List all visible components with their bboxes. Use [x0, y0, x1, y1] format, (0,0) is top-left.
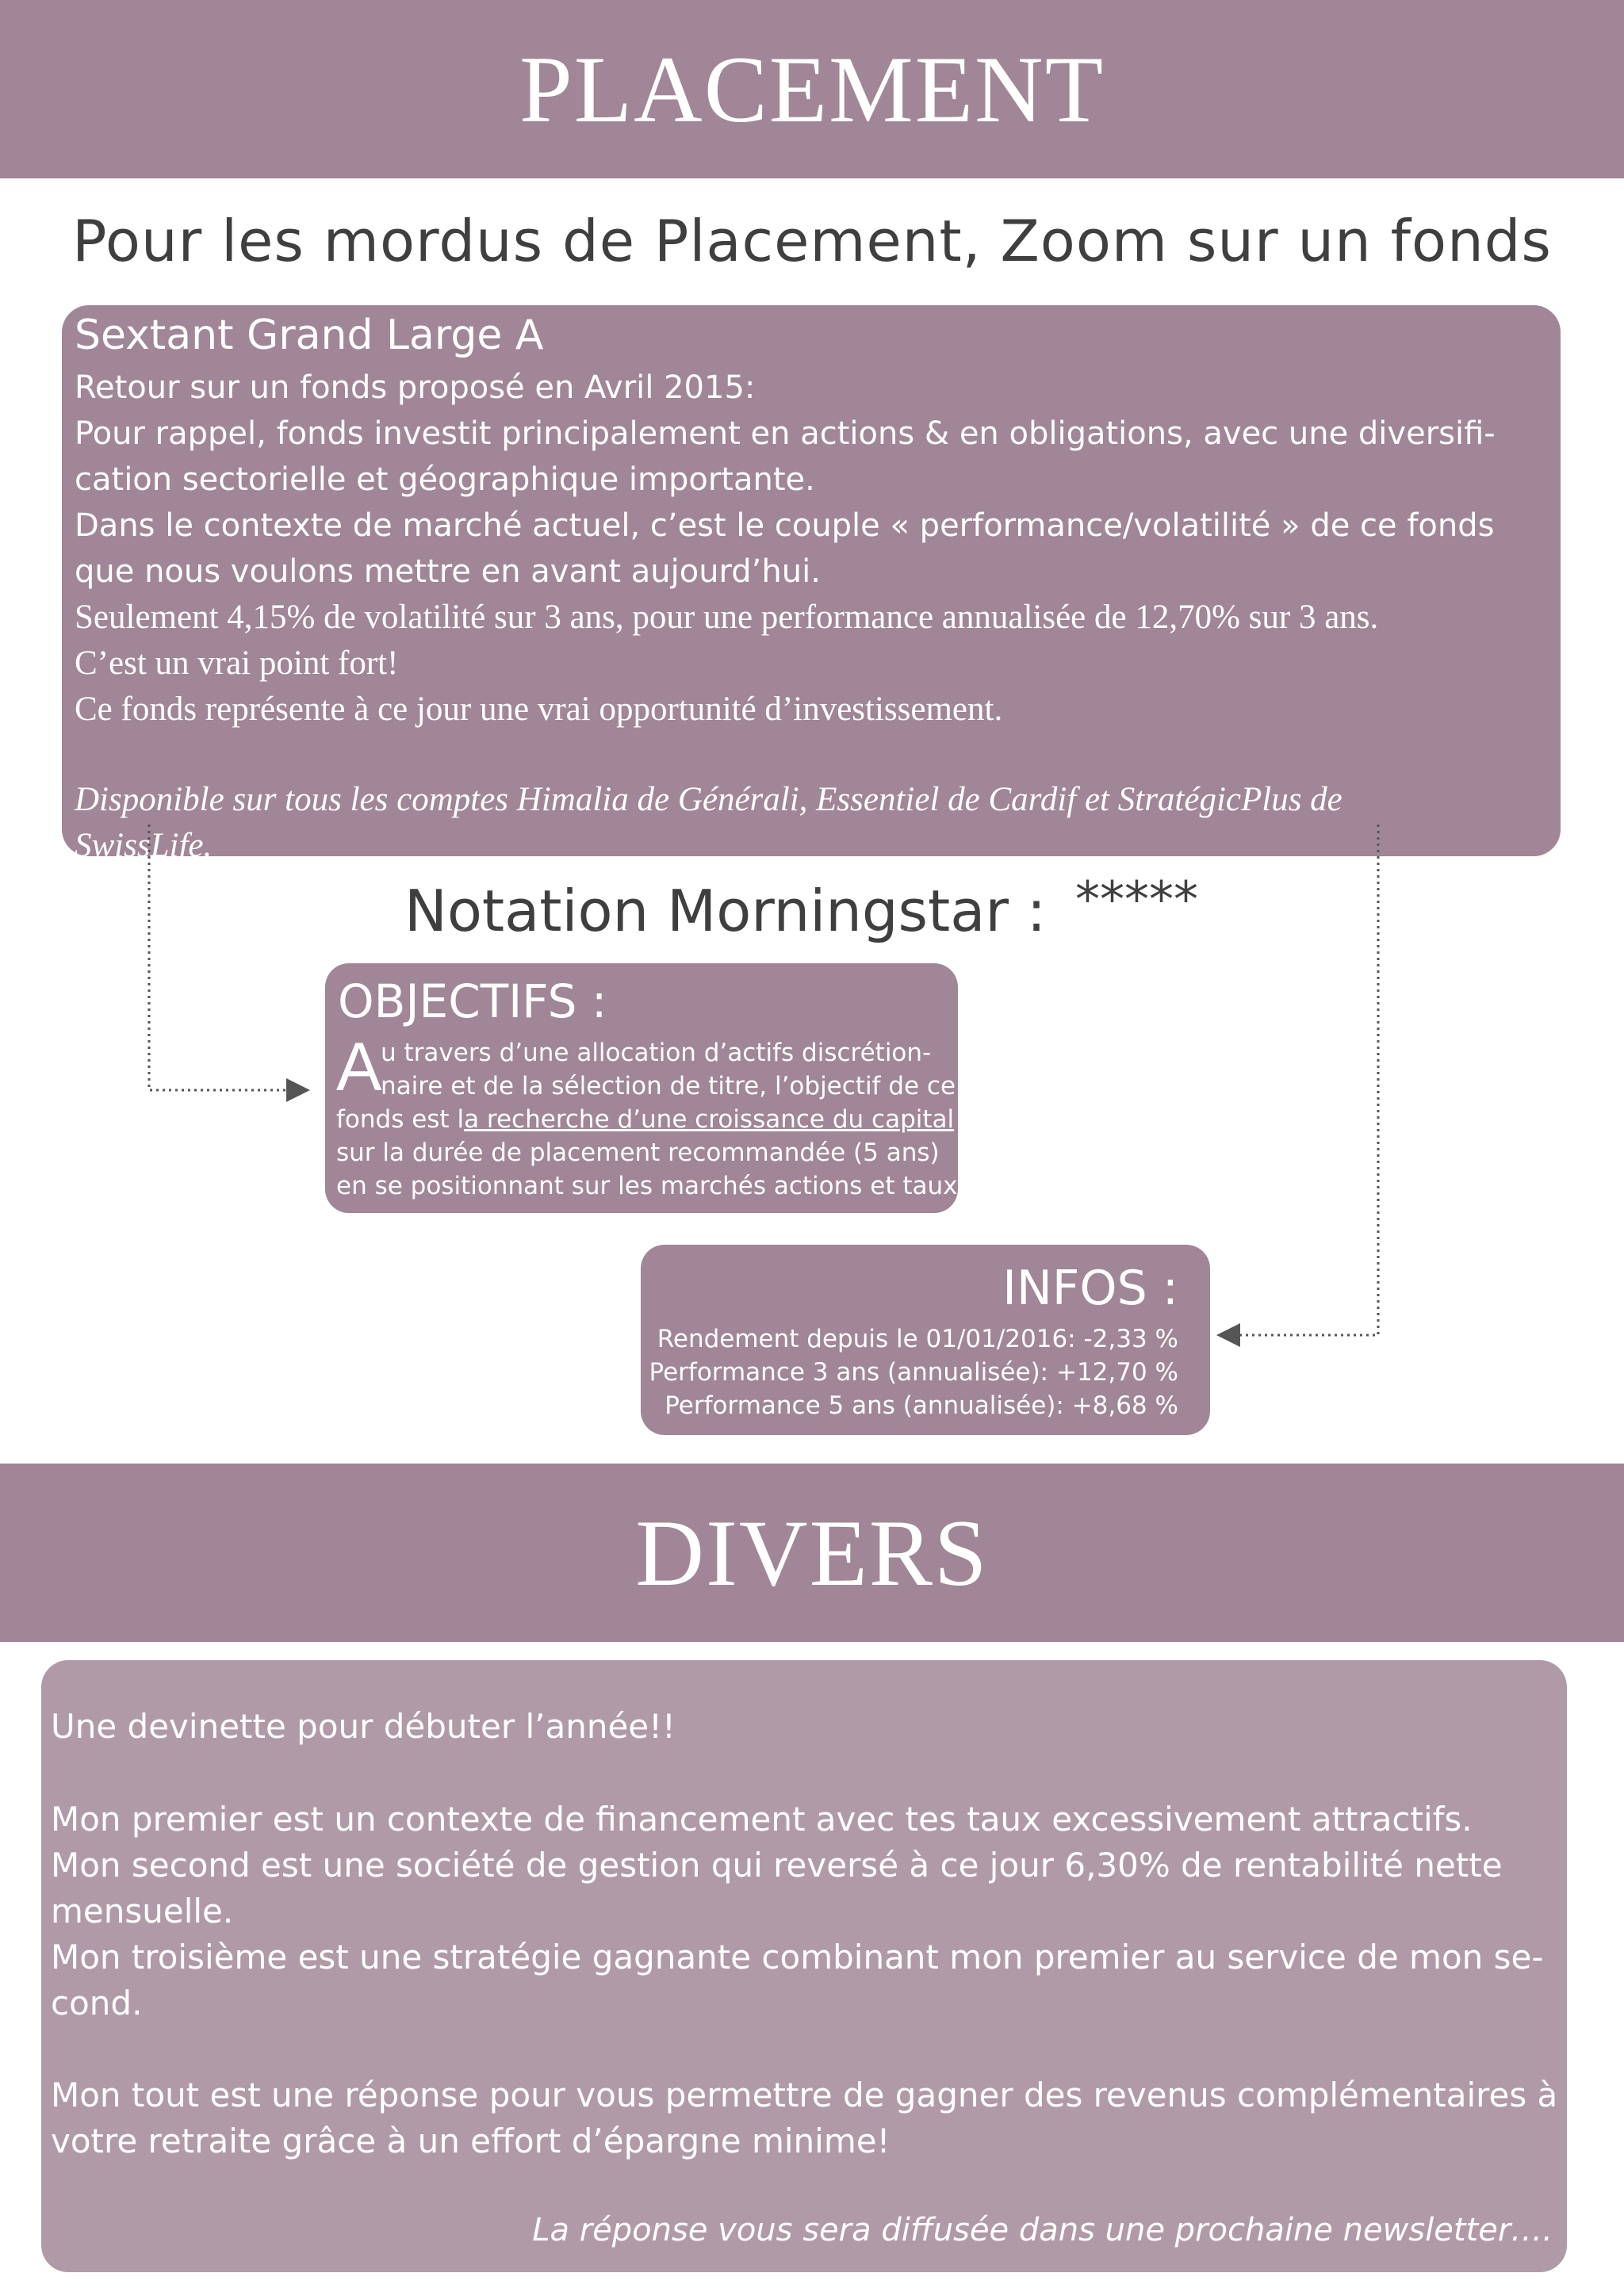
- objectifs-line-3: [336, 1103, 954, 1136]
- riddle-line: cond.: [51, 1984, 143, 2022]
- placement-subtitle: Pour les mordus de Placement, Zoom sur un fonds: [72, 208, 1552, 274]
- morningstar-rating: [404, 871, 1198, 944]
- riddle-line: mensuelle.: [51, 1892, 234, 1931]
- info-line: Rendement depuis le 01/01/2016: -2,33 %: [657, 1325, 1178, 1353]
- fund-text-line: que nous voulons mettre en avant aujourd’hui.: [75, 553, 821, 590]
- objectifs-line: naire et de la sélection de titre, l’objectif de ce: [381, 1072, 956, 1100]
- info-line: Performance 3 ans (annualisée): +12,70 %: [649, 1358, 1178, 1387]
- placement-title: PLACEMENT: [519, 36, 1105, 142]
- objectifs-line: en se positionnant sur les marchés actions et taux.: [336, 1172, 966, 1200]
- fund-card: [62, 305, 1561, 864]
- fund-volatility-line: Seulement 4,15% de volatilité sur 3 ans, pour une performance annualisée de 12,70% sur 3 ans.: [75, 599, 1379, 636]
- rating-stars: *****: [1075, 871, 1199, 928]
- divers-banner: [0, 1464, 1624, 1642]
- arrow-to-infos: [1221, 825, 1378, 1335]
- fund-strength-line: C’est un vrai point fort!: [75, 645, 399, 682]
- fund-text-line: Pour rappel, fonds investit principalement en actions & en obligations, avec une diversifi-: [75, 415, 1496, 452]
- fund-name: Sextant Grand Large A: [75, 312, 544, 359]
- riddle-line: Mon second est une société de gestion qui reversé à ce jour 6,30% de rentabilité nette: [51, 1846, 1503, 1885]
- objectifs-line: u travers d’une allocation d’actifs discrétion-: [381, 1039, 932, 1067]
- riddle-line: Mon tout est une réponse pour vous permettre de gagner des revenus complémentaires à: [51, 2076, 1558, 2114]
- divers-title: DIVERS: [635, 1499, 989, 1605]
- objectifs-line: sur la durée de placement recommandée (5 ans): [336, 1138, 940, 1167]
- riddle-footer: La réponse vous sera diffusée dans une prochaine newsletter….: [532, 2212, 1553, 2248]
- objectifs-underlined-text: a recherche d’une croissance du capital: [464, 1105, 955, 1134]
- objectifs-card: [325, 963, 966, 1213]
- objectifs-line-prefix: fonds est l: [336, 1105, 465, 1134]
- riddle-intro: Une devinette pour débuter l’année!!: [51, 1707, 676, 1746]
- infos-title: INFOS :: [1002, 1261, 1178, 1316]
- objectifs-title: OBJECTIFS :: [338, 974, 607, 1028]
- objectifs-dropcap: A: [336, 1029, 382, 1105]
- riddle-line: votre retraite grâce à un effort d’épargne minime!: [51, 2122, 891, 2160]
- info-line: Performance 5 ans (annualisée): +8,68 %: [665, 1391, 1178, 1420]
- fund-availability-line: SwissLife.: [75, 827, 213, 864]
- fund-text-line: Retour sur un fonds proposé en Avril 2015:: [75, 369, 756, 406]
- placement-banner: [0, 0, 1624, 178]
- fund-text-line: Dans le contexte de marché actuel, c’est le couple « performance/volatilité » de ce fonds: [75, 507, 1495, 544]
- fund-opportunity-line: Ce fonds représente à ce jour une vrai opportunité d’investissement.: [75, 691, 1003, 728]
- infos-card: [641, 1245, 1210, 1435]
- divers-card: [41, 1660, 1567, 2272]
- riddle-line: Mon premier est un contexte de financement avec tes taux excessivement attractifs.: [51, 1800, 1473, 1839]
- fund-availability-line: Disponible sur tous les comptes Himalia de Générali, Essentiel de Cardif et StratégicPlus de: [75, 781, 1342, 818]
- fund-text-line: cation sectorielle et géographique importante.: [75, 461, 815, 498]
- rating-label: Notation Morningstar :: [404, 878, 1047, 944]
- riddle-line: Mon troisième est une stratégie gagnante combinant mon premier au service de mon se-: [51, 1938, 1544, 1976]
